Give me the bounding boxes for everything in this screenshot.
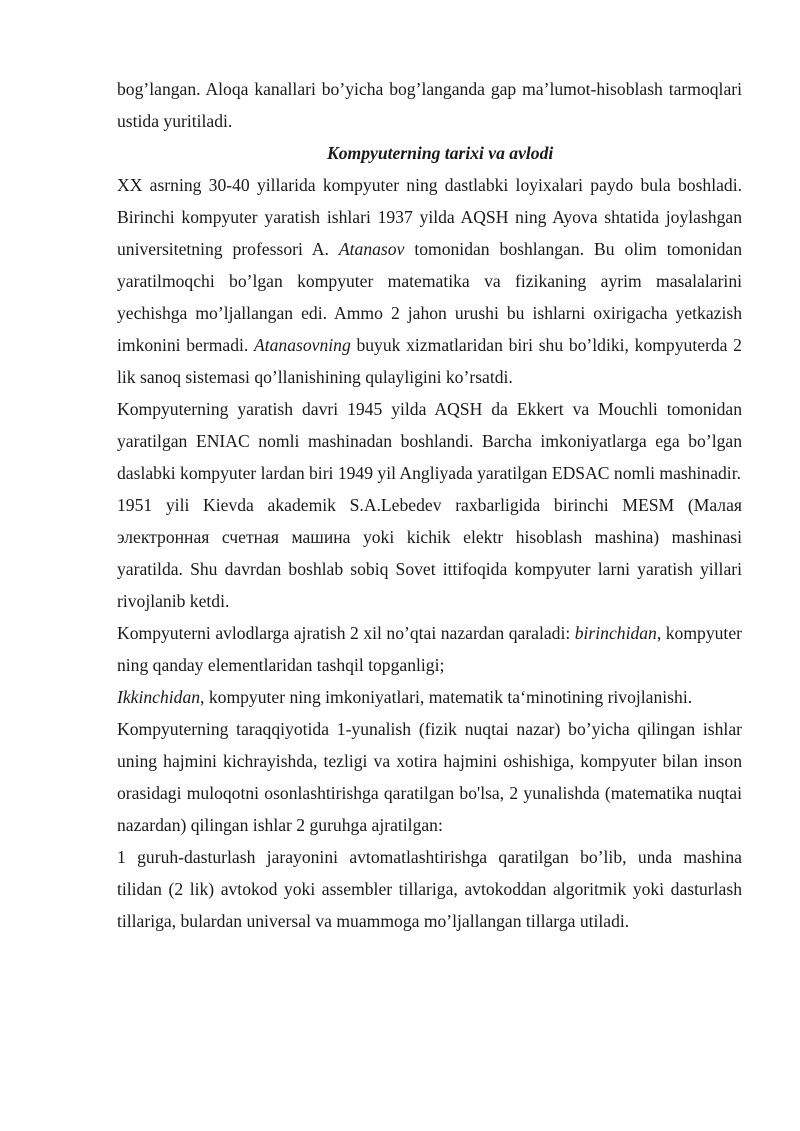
emphasis-name: Atanasovning <box>253 335 351 355</box>
paragraph-text: XX asrning 30-40 yillarida kompyuter ning dastlabki loyixalari paydo bula boshladi. Birinchi kompyuter yaratish ishlari 1937 yilda AQSH ning Ayova shtatida joylashgan universitetning professori A. <box>117 175 742 259</box>
paragraph: bog’langan. Aloqa kanallari bo’yicha bog’langanda gap ma’lumot-hisoblash tarmoqlari ustida yuritiladi. <box>117 79 742 131</box>
paragraph: 1 guruh-dasturlash jarayonini avtomatlashtirishga qaratilgan bo’lib, unda mashina tilidan (2 lik) avtokod yoki assembler tillariga, avtokoddan algoritmik yoki dasturlash tillariga, bulardan universal va muammoga mo’ljallangan tillarga utiladi. <box>117 847 742 931</box>
paragraph: 1951 yili Kievda akademik S.A.Lebedev raxbarligida birinchi MESM (Малая электронная счетная машина yoki kichik elektr hisoblash mashina) mashinasi yaratilda. Shu davrdan boshlab sobiq Sovet ittifoqida kompyuter larni yaratish yillari rivojlanib ketdi. <box>117 495 742 611</box>
paragraph <box>117 617 742 681</box>
paragraph-text: Kompyuterni avlodlarga ajratish 2 xil no’qtai nazardan qaraladi: <box>117 623 575 643</box>
emphasis-word: Ikkinchidan <box>117 687 201 707</box>
emphasis-word: birinchidan <box>574 623 657 643</box>
section-heading: Kompyuterning tarixi va avlodi <box>327 143 554 163</box>
paragraph <box>117 681 742 713</box>
document-body <box>117 73 742 937</box>
paragraph: Kompyuterning taraqqiyotida 1-yunalish (fizik nuqtai nazar) bo’yicha qilingan ishlar uning hajmini kichrayishda, tezligi va xotira hajmini oshishiga, kompyuter bilan inson orasidagi muloqotni osonlashtirishga qaratilgan bo'lsa, 2 yunalishda (matematika nuqtai nazardan) qilingan ishlar 2 guruhga ajratilgan: <box>117 719 742 835</box>
emphasis-name: Atanasov <box>338 239 405 259</box>
paragraph: Kompyuterning yaratish davri 1945 yilda AQSH da Ekkert va Mouchli tomonidan yaratilgan ENIAC nomli mashinadan boshlandi. Barcha imkoniyatlarga ega bo’lgan daslabki kompyuter lardan biri 1949 yil Angliyada yaratilgan EDSAC nomli mashinadir. <box>117 399 742 483</box>
paragraph <box>117 169 742 393</box>
paragraph-text: tomonidan boshlangan. Bu olim tomonidan yaratilmoqchi bo’lgan kompyuter matematika va fizikaning ayrim masalalarini yechishga mo’ljallangan edi. Ammo 2 jahon urushi bu ishlarni oxirigacha yetkazish imkonini bermadi. <box>117 239 742 355</box>
paragraph-text: buyuk xizmatlaridan biri shu bo’ldiki, kompyuterda 2 lik sanoq sistemasi qo’llanishining qulayligini ko’rsatdi. <box>117 335 742 387</box>
paragraph-text: , kompyuter ning qanday elementlaridan tashqil topganligi; <box>117 623 742 675</box>
paragraph-text: , kompyuter ning imkoniyatlari, matematik ta‘minotining rivojlanishi. <box>200 687 693 707</box>
